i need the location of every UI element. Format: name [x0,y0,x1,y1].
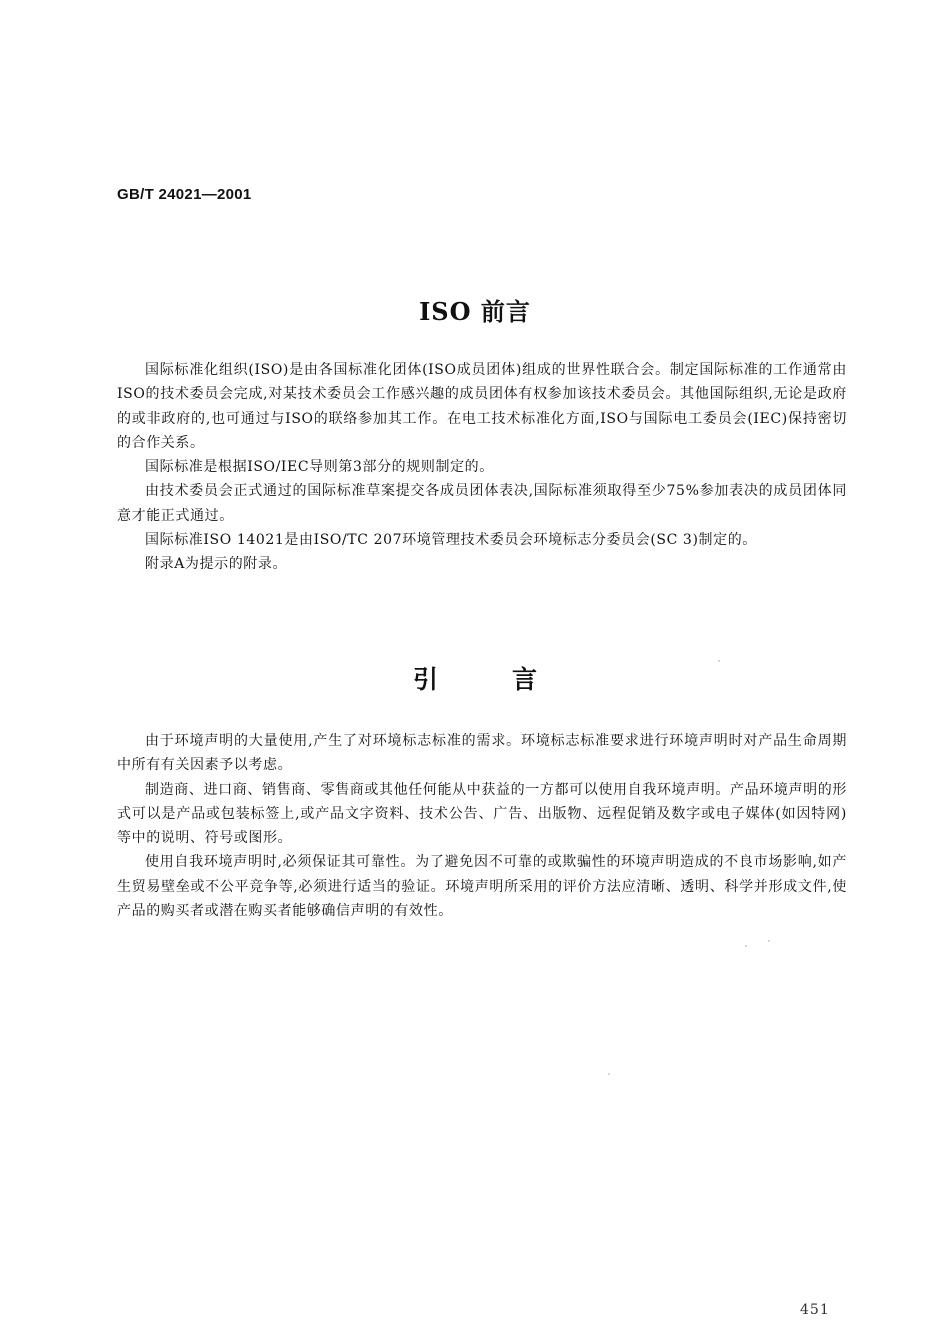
scan-speck [768,940,770,942]
iso-foreword-paragraph: 附录A为提示的附录。 [145,556,288,573]
iso-foreword-paragraph: 国际标准是根据ISO/IEC导则第3部分的规则制定的。 [145,459,494,476]
iso-foreword-paragraph: 国际标准ISO 14021是由ISO/TC 207环境管理技术委员会环境标志分委员会(SC 3)制定的。 [145,532,757,549]
introduction-paragraph: 由于环境声明的大量使用,产生了对环境标志标准的需求。环境标志标准要求进行环境声明时对产品生命周期中所有有关因素予以考虑。 [117,733,847,774]
scan-speck [718,660,720,662]
scan-speck [745,945,747,947]
standard-code: GB/T 24021—2001 [117,186,252,203]
scan-speck [608,1073,610,1075]
iso-foreword-title: ISO 前言 [419,297,531,326]
page-number: 451 [800,1302,830,1318]
iso-foreword-paragraph: 由技术委员会正式通过的国际标准草案提交各成员团体表决,国际标准须取得至少75%参加表决的成员团体同意才能正式通过。 [117,483,847,524]
introduction-body [117,729,847,923]
introduction-paragraph: 使用自我环境声明时,必须保证其可靠性。为了避免因不可靠的或欺骗性的环境声明造成的不良市场影响,如产生贸易壁垒或不公平竞争等,必须进行适当的验证。环境声明所采用的评价方法应清晰、透明、科学并形成文件,使产品的购买者或潜在购买者能够确信声明的有效性。 [117,854,847,920]
iso-foreword-paragraph: 国际标准化组织(ISO)是由各国标准化团体(ISO成员团体)组成的世界性联合会。制定国际标准的工作通常由ISO的技术委员会完成,对某技术委员会工作感兴趣的成员团体有权参加该技术委员会。其他国际组织,无论是政府的或非政府的,也可通过与ISO的联络参加其工作。在电工技术标准化方面,ISO与国际电工委员会(IEC)保持密切的合作关系。 [117,362,847,451]
introduction-title: 引言 [412,665,611,694]
iso-foreword-body [117,358,847,577]
introduction-paragraph: 制造商、进口商、销售商、零售商或其他任何能从中获益的一方都可以使用自我环境声明。产品环境声明的形式可以是产品或包装标签上,或产品文字资料、技术公告、广告、出版物、远程促销及数字或电子媒体(如因特网)等中的说明、符号或图形。 [117,781,847,847]
